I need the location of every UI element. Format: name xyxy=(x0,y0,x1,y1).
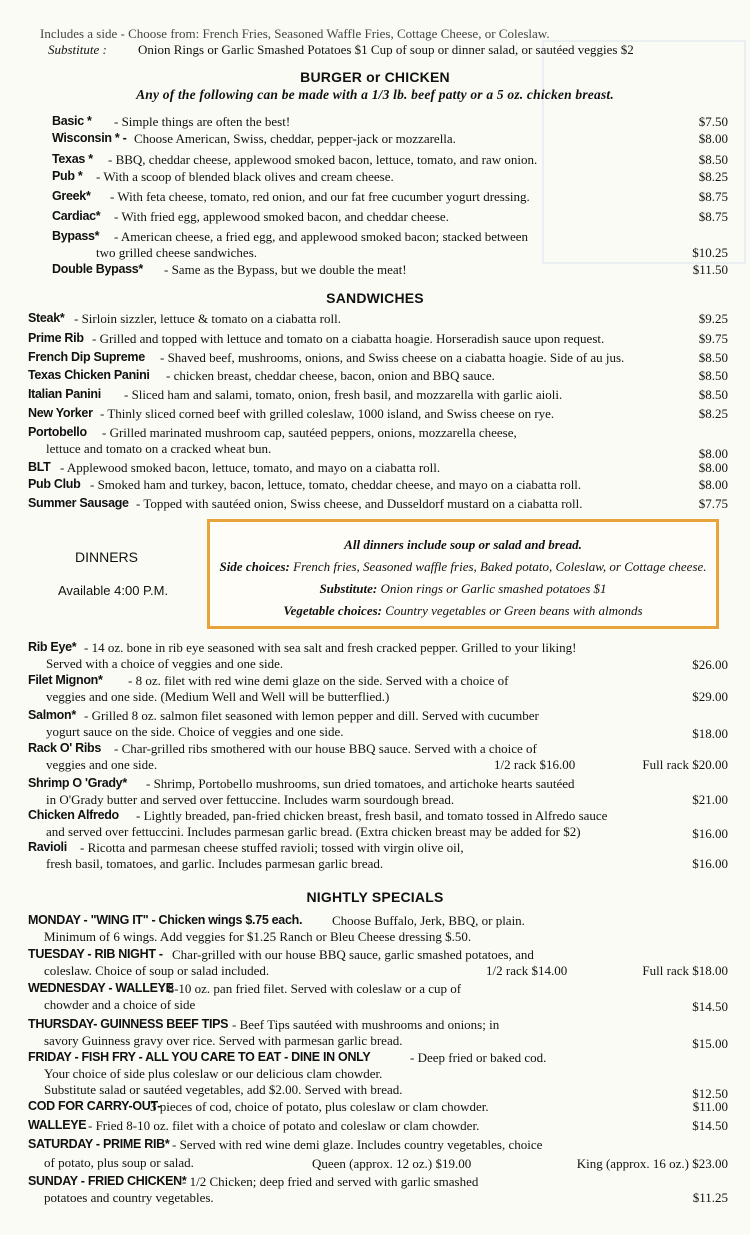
top-cutoff-text: Includes a side - Choose from: French Fries, Seasoned Waffle Fries, Cottage Cheese, or Coleslaw. xyxy=(40,26,550,41)
burger-item-name: Cardiac* xyxy=(52,209,101,223)
dinner-info-box xyxy=(207,519,719,629)
special-item-price: Full rack $18.00 xyxy=(642,963,728,978)
burger-item-name: Bypass* xyxy=(52,229,100,243)
dinner-item-half-price: 1/2 rack $16.00 xyxy=(494,757,576,772)
sand-item-desc: - Grilled and topped with lettuce and tomato on a ciabatta hoagie. Horseradish sauce upon request. xyxy=(92,331,605,346)
box-side-text: French fries, Seasoned waffle fries, Baked potato, Coleslaw, or Cottage cheese. xyxy=(293,559,707,574)
dinner-item-desc-2: veggies and one side. (Medium Well and Well will be butterflied.) xyxy=(46,689,390,704)
burger-item-name: Double Bypass* xyxy=(52,262,143,276)
sand-item-name: Summer Sausage xyxy=(28,496,129,510)
special-item-name: SATURDAY - PRIME RIB* xyxy=(28,1137,170,1151)
sand-item-name: Texas Chicken Panini xyxy=(28,368,150,382)
dinner-item-name: Ravioli xyxy=(28,840,67,854)
dinner-item-price: $26.00 xyxy=(692,657,728,672)
box-veg-line xyxy=(210,603,716,619)
sand-item-name: New Yorker xyxy=(28,406,93,420)
box-veg-text: Country vegetables or Green beans with almonds xyxy=(385,603,643,618)
special-item-desc-3: Substitute salad or sautéed vegetables, add $2.00. Served with bread. xyxy=(44,1082,403,1097)
special-item-desc: Char-grilled with our house BBQ sauce, garlic smashed potatoes, and xyxy=(172,947,534,962)
dinner-item-name: Filet Mignon* xyxy=(28,673,103,687)
special-item-desc: - Beef Tips sautéed with mushrooms and onions; in xyxy=(232,1017,500,1032)
sand-item-desc: - Topped with sautéed onion, Swiss cheese, and Dusseldorf mustard on a ciabatta roll. xyxy=(136,496,583,511)
burger-item-name: Texas * xyxy=(52,152,93,166)
sand-item-price: $8.00 xyxy=(698,446,728,461)
special-item-name: THURSDAY- GUINNESS BEEF TIPS xyxy=(28,1017,229,1031)
special-item-price: $15.00 xyxy=(692,1036,728,1051)
dinner-item-desc: - Char-grilled ribs smothered with our house BBQ sauce. Served with a choice of xyxy=(114,741,537,756)
sand-item-price: $8.50 xyxy=(698,387,728,402)
dinner-item-desc: - Ricotta and parmesan cheese stuffed ravioli; tossed with virgin olive oil, xyxy=(80,840,464,855)
dinner-item-price: Full rack $20.00 xyxy=(642,757,728,772)
sand-item-price: $8.50 xyxy=(698,350,728,365)
dinner-item-name: Shrimp O 'Grady* xyxy=(28,776,127,790)
special-item-price: $11.25 xyxy=(692,1190,728,1205)
sand-item-price: $7.75 xyxy=(698,496,728,511)
burger-item-desc: - Simple things are often the best! xyxy=(114,114,291,129)
special-item-half-price: Queen (approx. 12 oz.) $19.00 xyxy=(312,1156,472,1171)
dinner-item-name: Rack O' Ribs xyxy=(28,741,102,755)
dinner-item-desc-2: in O'Grady butter and served over fettuccine. Includes warm sourdough bread. xyxy=(46,792,455,807)
burger-item-name: Wisconsin * - xyxy=(52,131,127,145)
sand-item-desc: - Shaved beef, mushrooms, onions, and Swiss cheese on a ciabatta hoagie. Side of au jus. xyxy=(160,350,625,365)
dinners-heading: DINNERS xyxy=(75,549,139,565)
dinner-item-desc: - Shrimp, Portobello mushrooms, sun dried tomatoes, and artichoke hearts sautéed xyxy=(146,776,575,791)
special-item-price: $11.00 xyxy=(692,1099,728,1114)
dinner-item-desc-2: Served with a choice of veggies and one side. xyxy=(46,656,284,671)
sandwiches-heading: SANDWICHES xyxy=(326,290,424,306)
dinner-item-price: $16.00 xyxy=(692,856,728,871)
dinner-item-name: Rib Eye* xyxy=(28,640,77,654)
box-sub-label: Substitute: xyxy=(319,581,378,596)
sand-item-name: BLT xyxy=(28,460,51,474)
sand-item-desc: - chicken breast, cheddar cheese, bacon, onion and BBQ sauce. xyxy=(166,368,495,383)
dinner-item-price: $21.00 xyxy=(692,792,728,807)
burger-item-price: $8.25 xyxy=(698,169,728,184)
special-item-desc-2: Your choice of side plus coleslaw or our delicious clam chowder. xyxy=(44,1066,383,1081)
dinner-item-desc: - 14 oz. bone in rib eye seasoned with sea salt and fresh cracked pepper. Grilled to your liking! xyxy=(84,640,577,655)
burger-item-desc: - BBQ, cheddar cheese, applewood smoked bacon, lettuce, tomato, and raw onion. xyxy=(108,152,538,167)
special-item-desc: 3 pieces of cod, choice of potato, plus coleslaw or clam chowder. xyxy=(150,1099,489,1114)
special-item-desc: - Served with red wine demi glaze. Includes country vegetables, choice xyxy=(172,1137,543,1152)
burger-heading: BURGER or CHICKEN xyxy=(300,69,450,85)
box-veg-label: Vegetable choices: xyxy=(283,603,382,618)
special-item-name: WEDNESDAY - WALLEYE xyxy=(28,981,174,995)
dinner-item-price: $18.00 xyxy=(692,726,728,741)
substitute-text: Onion Rings or Garlic Smashed Potatoes $1 Cup of soup or dinner salad, or sautéed veggies $2 xyxy=(138,42,634,57)
sand-item-desc: - Grilled marinated mushroom cap, sautéed peppers, onions, mozzarella cheese, xyxy=(102,425,517,440)
special-item-desc-2: of potato, plus soup or salad. xyxy=(44,1155,194,1170)
sand-item-price: $8.00 xyxy=(698,460,728,475)
sand-item-desc-2: lettuce and tomato on a cracked wheat bun. xyxy=(46,441,272,456)
burger-item-desc: Choose American, Swiss, cheddar, pepper-jack or mozzarella. xyxy=(134,131,456,146)
sand-item-name: Pub Club xyxy=(28,477,81,491)
burger-item-desc: - With a scoop of blended black olives and cream cheese. xyxy=(96,169,394,184)
burger-item-price: $8.75 xyxy=(698,209,728,224)
sand-item-name: Steak* xyxy=(28,311,65,325)
special-item-desc-2: Minimum of 6 wings. Add veggies for $1.25 Ranch or Bleu Cheese dressing $.50. xyxy=(44,929,472,944)
sand-item-name: Portobello xyxy=(28,425,87,439)
special-item-half-price: 1/2 rack $14.00 xyxy=(486,963,568,978)
dinner-item-desc: - Grilled 8 oz. salmon filet seasoned with lemon pepper and dill. Served with cucumber xyxy=(84,708,539,723)
sand-item-desc: - Sirloin sizzler, lettuce & tomato on a ciabatta roll. xyxy=(74,311,341,326)
sand-item-price: $8.50 xyxy=(698,368,728,383)
sand-item-price: $9.25 xyxy=(698,311,728,326)
special-item-desc: - 1/2 Chicken; deep fried and served with garlic smashed xyxy=(182,1174,479,1189)
burger-item-price: $8.00 xyxy=(698,131,728,146)
special-item-desc-2: coleslaw. Choice of soup or salad included. xyxy=(44,963,270,978)
burger-item-price: $8.50 xyxy=(698,152,728,167)
special-item-name: WALLEYE xyxy=(28,1118,87,1132)
special-item-price: King (approx. 16 oz.) $23.00 xyxy=(576,1156,728,1171)
dinner-item-desc-2: veggies and one side. xyxy=(46,757,158,772)
substitute-label: Substitute : xyxy=(48,42,107,57)
special-item-desc: - 8-10 oz. pan fried filet. Served with coleslaw or a cup of xyxy=(160,981,462,996)
burger-item-name: Basic * xyxy=(52,114,92,128)
box-sub-line xyxy=(210,581,716,597)
burger-item-desc: - Same as the Bypass, but we double the meat! xyxy=(164,262,407,277)
special-item-desc-2: savory Guinness gravy over rice. Served with parmesan garlic bread. xyxy=(44,1033,403,1048)
burger-item-price: $10.25 xyxy=(692,245,728,260)
dinner-item-desc-2: and served over fettuccini. Includes parmesan garlic bread. (Extra chicken breast may be added for $2) xyxy=(46,824,581,839)
burger-item-desc-2: two grilled cheese sandwiches. xyxy=(96,245,258,260)
dinner-item-price: $16.00 xyxy=(692,826,728,841)
burger-item-price: $7.50 xyxy=(698,114,728,129)
box-side-line xyxy=(210,559,716,575)
special-item-price: $14.50 xyxy=(692,999,728,1014)
sand-item-desc: - Smoked ham and turkey, bacon, lettuce, tomato, cheddar cheese, and mayo on a ciabatta roll. xyxy=(90,477,582,492)
burger-item-name: Pub * xyxy=(52,169,83,183)
special-item-price: $14.50 xyxy=(692,1118,728,1133)
dinner-item-desc: - Lightly breaded, pan-fried chicken breast, fresh basil, and tomato tossed in Alfredo sauce xyxy=(136,808,608,823)
box-side-label: Side choices: xyxy=(219,559,290,574)
sand-item-name: Prime Rib xyxy=(28,331,84,345)
dinner-item-name: Salmon* xyxy=(28,708,76,722)
special-item-price: $12.50 xyxy=(692,1086,728,1101)
special-item-name: TUESDAY - RIB NIGHT - xyxy=(28,947,163,961)
sand-item-price: $8.00 xyxy=(698,477,728,492)
special-item-desc: Choose Buffalo, Jerk, BBQ, or plain. xyxy=(332,913,525,928)
dinners-availability: Available 4:00 P.M. xyxy=(58,583,169,598)
burger-item-price: $8.75 xyxy=(698,189,728,204)
burger-item-desc: - American cheese, a fried egg, and applewood smoked bacon; stacked between xyxy=(114,229,529,244)
sand-item-price: $8.25 xyxy=(698,406,728,421)
box-sub-text: Onion rings or Garlic smashed potatoes $1 xyxy=(380,581,607,596)
special-item-name: COD FOR CARRY-OUT- xyxy=(28,1099,162,1113)
burger-item-desc: - With fried egg, applewood smoked bacon, and cheddar cheese. xyxy=(114,209,449,224)
sand-item-desc: - Thinly sliced corned beef with grilled coleslaw, 1000 island, and Swiss cheese on rye. xyxy=(100,406,555,421)
special-item-desc: - Fried 8-10 oz. filet with a choice of potato and coleslaw or clam chowder. xyxy=(88,1118,480,1133)
burger-item-price: $11.50 xyxy=(692,262,728,277)
sand-item-price: $9.75 xyxy=(698,331,728,346)
sand-item-desc: - Applewood smoked bacon, lettuce, tomato, and mayo on a ciabatta roll. xyxy=(60,460,441,475)
specials-heading: NIGHTLY SPECIALS xyxy=(306,889,444,905)
box-headline: All dinners include soup or salad and bread. xyxy=(344,537,582,552)
dinner-item-desc-2: yogurt sauce on the side. Choice of veggies and one side. xyxy=(46,724,344,739)
special-item-desc-2: chowder and a choice of side xyxy=(44,997,196,1012)
burger-item-name: Greek* xyxy=(52,189,91,203)
dinner-item-price: $29.00 xyxy=(692,689,728,704)
sand-item-desc: - Sliced ham and salami, tomato, onion, fresh basil, and mozzarella with garlic aioli. xyxy=(124,387,563,402)
dinner-item-name: Chicken Alfredo xyxy=(28,808,119,822)
special-item-name: FRIDAY - FISH FRY - ALL YOU CARE TO EAT - DINE IN ONLY xyxy=(28,1050,371,1064)
dinner-item-desc: - 8 oz. filet with red wine demi glaze on the side. Served with a choice of xyxy=(128,673,509,688)
burger-item-desc: - With feta cheese, tomato, red onion, and our fat free cucumber yogurt dressing. xyxy=(110,189,530,204)
burger-subtitle: Any of the following can be made with a 1/3 lb. beef patty or a 5 oz. chicken breast. xyxy=(136,87,614,102)
special-item-name: SUNDAY - FRIED CHICKEN* xyxy=(28,1174,187,1188)
special-item-desc: - Deep fried or baked cod. xyxy=(410,1050,547,1065)
special-item-name: MONDAY - "WING IT" - Chicken wings $.75 each. xyxy=(28,913,303,927)
special-item-desc-2: potatoes and country vegetables. xyxy=(44,1190,214,1205)
sand-item-name: Italian Panini xyxy=(28,387,101,401)
sand-item-name: French Dip Supreme xyxy=(28,350,145,364)
dinner-item-desc-2: fresh basil, tomatoes, and garlic. Includes parmesan garlic bread. xyxy=(46,856,384,871)
